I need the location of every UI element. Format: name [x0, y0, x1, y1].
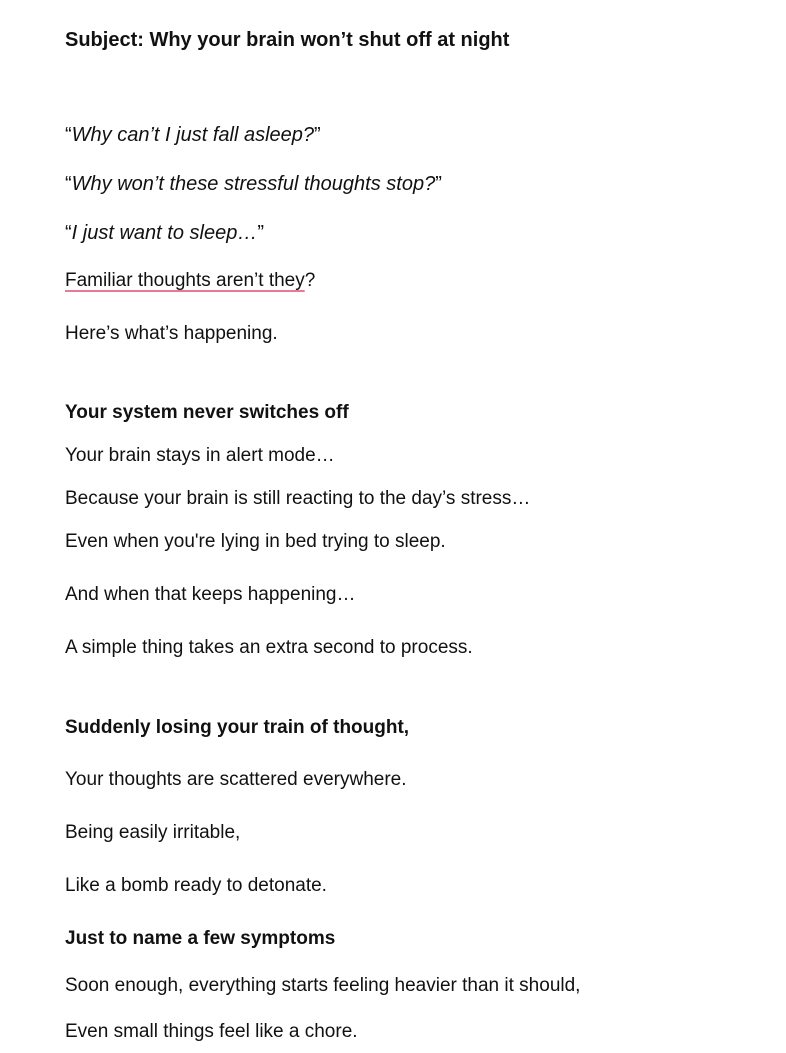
section-heading-symptoms: Just to name a few symptoms	[65, 928, 336, 949]
quote-open-mark: “	[65, 173, 72, 195]
spellcheck-underlined-text[interactable]: Familiar thoughts aren’t they	[65, 270, 305, 291]
paragraph-line: Your thoughts are scattered everywhere.	[65, 769, 407, 790]
familiar-thoughts-line	[65, 269, 315, 293]
quote-text: Why won’t these stressful thoughts stop?	[71, 173, 436, 195]
quote-close-mark: ”	[435, 173, 442, 195]
paragraph-line: Soon enough, everything starts feeling heavier than it should,	[65, 975, 581, 996]
paragraph-line: Being easily irritable,	[65, 822, 241, 843]
paragraph-line: Because your brain is still reacting to the day’s stress…	[65, 488, 531, 509]
quote-close-mark: ”	[314, 124, 321, 146]
quote-3	[65, 221, 264, 245]
happening-line: Here’s what’s happening.	[65, 323, 278, 344]
quote-text: Why can’t I just fall asleep?	[71, 124, 315, 146]
section-heading-system: Your system never switches off	[65, 402, 349, 423]
paragraph-line: Even when you're lying in bed trying to sleep.	[65, 531, 446, 552]
quote-2	[65, 172, 442, 196]
paragraph-line: A simple thing takes an extra second to process.	[65, 637, 473, 658]
paragraph-line: Your brain stays in alert mode…	[65, 445, 335, 466]
email-subject: Subject: Why your brain won’t shut off at night	[65, 29, 510, 51]
question-mark: ?	[304, 270, 316, 291]
paragraph-line: And when that keeps happening…	[65, 584, 356, 605]
paragraph-line: Like a bomb ready to detonate.	[65, 875, 327, 896]
quote-text: I just want to sleep…	[71, 222, 258, 244]
quote-close-mark: ”	[257, 222, 264, 244]
paragraph-line: Even small things feel like a chore.	[65, 1021, 358, 1042]
quote-1	[65, 123, 321, 147]
section-heading-train-of-thought: Suddenly losing your train of thought,	[65, 717, 410, 738]
quote-open-mark: “	[65, 222, 72, 244]
quote-open-mark: “	[65, 124, 72, 146]
